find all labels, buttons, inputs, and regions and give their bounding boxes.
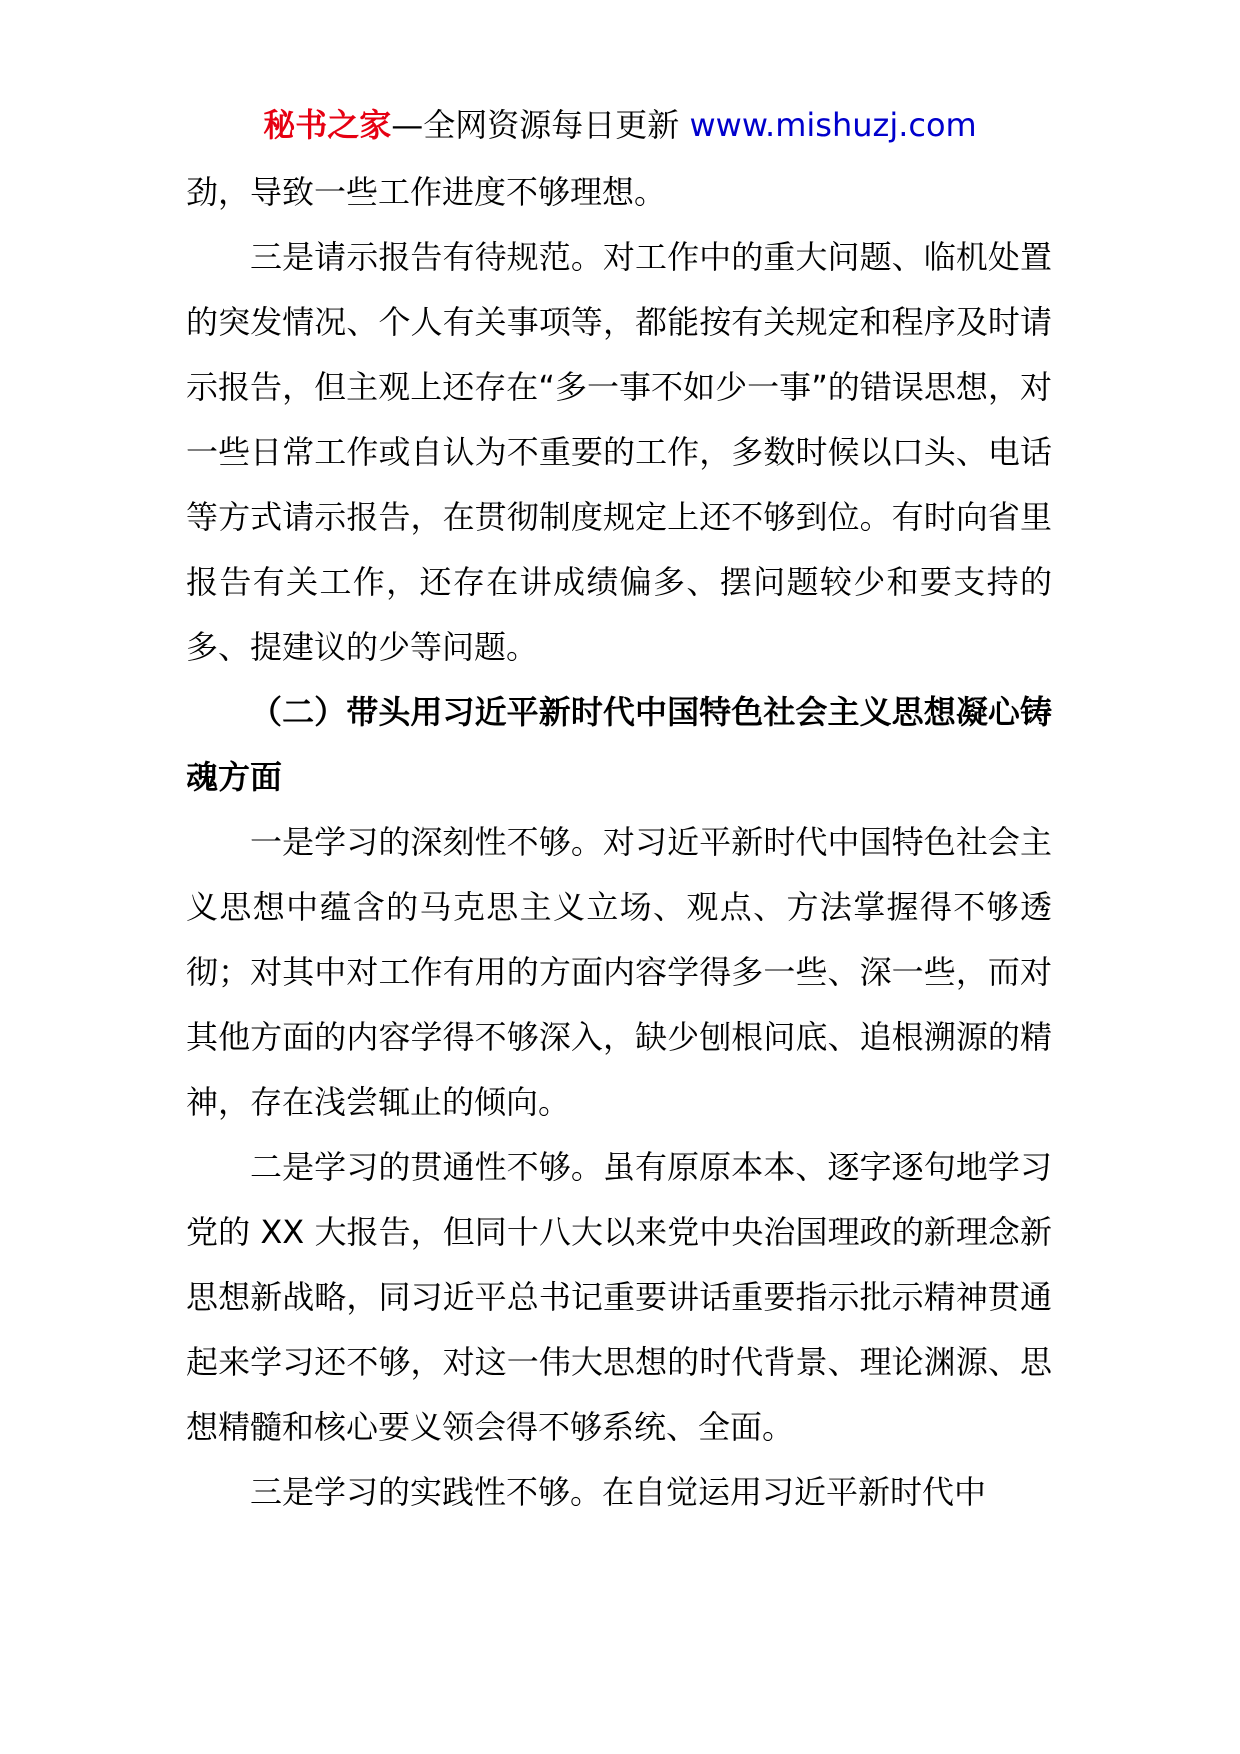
brand-name: 秘书之家 [263, 106, 392, 144]
section-heading: （二）带头用习近平新时代中国特色社会主义思想凝心铸魂方面 [186, 693, 1052, 796]
paragraph-depth: 一是学习的深刻性不够。对习近平新时代中国特色社会主义思想中蕴含的马克思主义立场、观点、方法掌握得不够透彻；对其中对工作有用的方面内容学得多一些、深一些，而对其他方面的内容学得不够深入，缺少刨根问底、追根溯源的精神，存在浅尝辄止的倾向。 [186, 823, 1052, 1121]
website-link[interactable]: www.mishuzj.com [689, 106, 977, 144]
paragraph-practice: 三是学习的实践性不够。在自觉运用习近平新时代中 [250, 1473, 987, 1511]
document-body [186, 160, 1052, 1525]
paragraph-reporting: 三是请示报告有待规范。对工作中的重大问题、临机处置的突发情况、个人有关事项等，都能按有关规定和程序及时请示报告，但主观上还存在“多一事不如少一事”的错误思想，对一些日常工作或自认为不重要的工作，多数时候以口头、电话等方式请示报告，在贯彻制度规定上还不够到位。有时向省里报告有关工作，还存在讲成绩偏多、摆问题较少和要支持的多、提建议的少等问题。 [186, 238, 1052, 666]
paragraph-continuation: 劲，导致一些工作进度不够理想。 [186, 173, 667, 211]
header-tagline: —全网资源每日更新 [391, 106, 680, 144]
page-header [0, 100, 1240, 150]
paragraph-coherence: 二是学习的贯通性不够。虽有原原本本、逐字逐句地学习党的 XX 大报告，但同十八大以来党中央治国理政的新理念新思想新战略，同习近平总书记重要讲话重要指示批示精神贯通起来学习还不够，对这一伟大思想的时代背景、理论渊源、思想精髓和核心要义领会得不够系统、全面。 [186, 1148, 1052, 1446]
